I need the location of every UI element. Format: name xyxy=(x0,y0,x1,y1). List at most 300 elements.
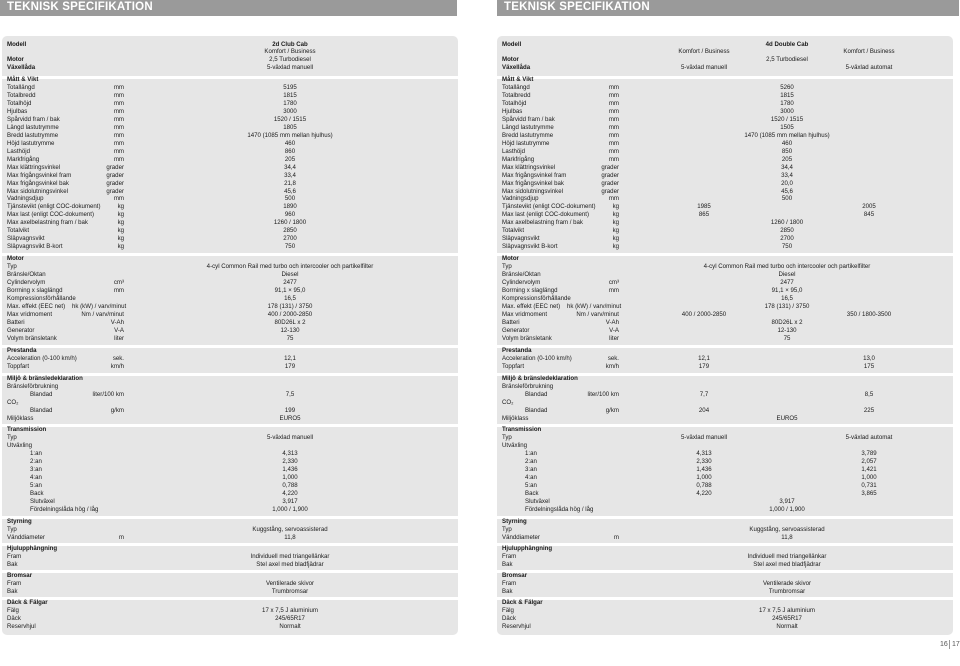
spec-label: Motor xyxy=(502,56,519,63)
spec-value: 20,0 xyxy=(781,180,793,187)
spec-label: Totalbredd xyxy=(502,92,531,99)
spec-value: Individuell med triangellänkar xyxy=(747,553,827,560)
spec-value: 845 xyxy=(863,211,875,218)
spec-value: mm xyxy=(113,124,124,131)
spec-value: mm xyxy=(608,108,619,115)
spec-value: 75 xyxy=(783,335,791,342)
spec-label: Växellåda xyxy=(7,64,36,71)
spec-value: 400 / 2000-2850 xyxy=(681,311,727,318)
spec-value: 205 xyxy=(781,156,793,163)
spec-label: Miljöklass xyxy=(502,415,529,422)
spec-label: Bränsle/Oktan xyxy=(502,271,541,278)
spec-label: Hjulupphängning xyxy=(7,545,58,552)
spec-row xyxy=(2,347,458,355)
spec-row xyxy=(2,148,458,156)
spec-row xyxy=(2,219,458,227)
spec-row xyxy=(2,363,458,371)
spec-row xyxy=(497,319,953,327)
spec-value: 1,000 xyxy=(282,474,298,481)
spec-value: 5-växlad manuell xyxy=(680,434,728,441)
spec-row xyxy=(2,255,458,263)
spec-label: Fördelningslåda hög / låg xyxy=(525,506,594,513)
spec-label: Totallängd xyxy=(502,84,530,91)
spec-value: 34,4 xyxy=(284,164,296,171)
spec-label: Typ xyxy=(7,526,17,533)
spec-value: V-Ah xyxy=(110,319,124,326)
spec-label: Fram xyxy=(502,553,517,560)
spec-label: Bränsleförbrukning xyxy=(7,383,59,390)
spec-value: mm xyxy=(608,84,619,91)
spec-label: Släpvagnsvikt xyxy=(502,235,540,242)
spec-row xyxy=(497,466,953,474)
spec-label: Vadningsdjup xyxy=(7,195,44,202)
spec-label: Typ xyxy=(502,434,512,441)
spec-row xyxy=(2,311,458,319)
spec-value: 500 xyxy=(284,195,296,202)
spec-row xyxy=(497,363,953,371)
spec-value: 3,917 xyxy=(282,498,298,505)
spec-row xyxy=(497,607,953,615)
spec-value: 3000 xyxy=(780,108,794,115)
spec-row xyxy=(497,580,953,588)
spec-row xyxy=(497,426,953,434)
spec-value: 400 / 2000-2850 xyxy=(267,311,313,318)
spec-row xyxy=(497,518,953,526)
spec-label: Utväxling xyxy=(7,442,33,449)
spec-row xyxy=(497,553,953,561)
spec-row xyxy=(2,553,458,561)
spec-row xyxy=(2,506,458,514)
spec-row xyxy=(2,195,458,203)
spec-label: Totallängd xyxy=(7,84,35,91)
spec-label: Mått & Vikt xyxy=(7,76,39,83)
spec-row xyxy=(2,180,458,188)
spec-value: 2,5 Turbodiesel xyxy=(269,56,311,63)
spec-value: 960 xyxy=(284,211,296,218)
spec-value: mm xyxy=(608,124,619,131)
spec-value: kg xyxy=(612,235,619,242)
spec-value: 5-växlad automat xyxy=(845,64,893,71)
spec-label: Kompressionsförhållande xyxy=(502,295,571,302)
spec-value: liter xyxy=(609,335,619,342)
spec-row xyxy=(497,227,953,235)
spec-row xyxy=(497,211,953,219)
spec-value: Trumbromsar xyxy=(271,588,309,595)
spec-row xyxy=(2,108,458,116)
spec-value: 5-växlad automat xyxy=(845,434,893,441)
spec-label: Vadningsdjup xyxy=(502,195,539,202)
spec-value: 5-växlad manuell xyxy=(266,64,314,71)
spec-label: Kompressionsförhållande xyxy=(7,295,76,302)
spec-value: Ventilerade skivor xyxy=(265,580,315,587)
spec-value: Stel axel med bladfjädrar xyxy=(256,561,324,568)
spec-label: Tjänstevikt (enligt COC-dokument) xyxy=(502,203,596,210)
page-number-divider xyxy=(949,640,950,649)
spec-value: 12,1 xyxy=(698,355,710,362)
spec-label: Blandad xyxy=(30,391,53,398)
spec-value: sek. xyxy=(112,355,124,362)
spec-value: 2850 xyxy=(780,227,794,234)
spec-label: Slutväxel xyxy=(30,498,55,505)
spec-value: 12,1 xyxy=(284,355,296,362)
spec-value: mm xyxy=(608,116,619,123)
spec-value: hk (kW) / varv/minut xyxy=(72,303,127,310)
spec-value: Stel axel med bladfjädrar xyxy=(753,561,821,568)
spec-label: Höjd lastutrymme xyxy=(7,140,55,147)
spec-value: 1470 (1085 mm mellan hjulhus) xyxy=(744,132,830,139)
spec-label: Max vridmoment xyxy=(502,311,548,318)
spec-value: grader xyxy=(106,188,124,195)
spec-value: mm xyxy=(608,140,619,147)
spec-value: liter/100 km xyxy=(587,391,619,398)
spec-value: sek. xyxy=(607,355,619,362)
spec-value: g/km xyxy=(605,407,619,414)
spec-row xyxy=(497,148,953,156)
spec-label: Max axelbelastning fram / bak xyxy=(502,219,583,226)
spec-value: 0,788 xyxy=(696,482,712,489)
spec-value: kg xyxy=(612,227,619,234)
spec-value: 11,8 xyxy=(781,534,793,541)
spec-label: 1:an xyxy=(30,450,42,457)
spec-value: 1985 xyxy=(697,203,711,210)
spec-label: 5:an xyxy=(525,482,537,489)
spec-value: 1,421 xyxy=(861,466,877,473)
spec-value: 1520 / 1515 xyxy=(770,116,804,123)
spec-value: 45,6 xyxy=(781,188,793,195)
spec-label: Lasthöjd xyxy=(502,148,526,155)
spec-value: m xyxy=(118,534,124,541)
spec-row xyxy=(2,466,458,474)
spec-value: 33,4 xyxy=(284,172,296,179)
spec-label: Max klättringsvinkel xyxy=(7,164,61,171)
spec-label: Cylindervolym xyxy=(502,279,541,286)
spec-row xyxy=(2,599,458,607)
spec-row xyxy=(497,279,953,287)
spec-value: Normalt xyxy=(776,623,798,630)
spec-label: 1:an xyxy=(525,450,537,457)
spec-value: 199 xyxy=(284,407,296,414)
spec-label: CO₂ xyxy=(502,399,514,406)
spec-row xyxy=(497,263,953,271)
spec-value: 45,6 xyxy=(284,188,296,195)
spec-value: cm³ xyxy=(608,279,619,286)
spec-row xyxy=(2,407,458,415)
spec-label: Max sidolutningsvinkel xyxy=(7,188,68,195)
spec-value: Diesel xyxy=(778,271,796,278)
spec-value: 0,731 xyxy=(861,482,877,489)
spec-value: 1815 xyxy=(780,92,794,99)
spec-row xyxy=(497,623,953,631)
spec-value: 91,1 × 95,0 xyxy=(771,287,803,294)
spec-label: Blandad xyxy=(525,407,548,414)
spec-row xyxy=(497,156,953,164)
spec-row xyxy=(497,490,953,498)
spec-value: 1890 xyxy=(283,203,297,210)
spec-row xyxy=(497,124,953,132)
spec-value: 204 xyxy=(698,407,710,414)
spec-row xyxy=(497,450,953,458)
spec-label: 5:an xyxy=(30,482,42,489)
right-page-title: TEKNISK SPECIFIKATION xyxy=(504,1,650,13)
spec-value: 4,220 xyxy=(282,490,298,497)
spec-value: grader xyxy=(106,172,124,179)
spec-label: Borrning x slaglängd xyxy=(502,287,558,294)
spec-label: 2:an xyxy=(525,458,537,465)
spec-value: 2,330 xyxy=(696,458,712,465)
spec-row xyxy=(497,434,953,442)
spec-label: Bak xyxy=(502,588,513,595)
spec-label: Reservhjul xyxy=(502,623,531,630)
spec-row xyxy=(2,526,458,534)
spec-row xyxy=(2,76,458,84)
spec-label: Totalhöjd xyxy=(7,100,32,107)
spec-label: Släpvagnsvikt xyxy=(7,235,45,242)
spec-value: 175 xyxy=(863,363,875,370)
spec-value: 2700 xyxy=(780,235,794,242)
spec-label: Batteri xyxy=(502,319,520,326)
spec-row xyxy=(497,442,953,450)
spec-label: Fälg xyxy=(502,607,514,614)
spec-row xyxy=(497,76,953,84)
spec-label: Motor xyxy=(7,255,24,262)
spec-value: Diesel xyxy=(281,271,299,278)
spec-value: km/h xyxy=(605,363,619,370)
spec-row xyxy=(497,255,953,263)
spec-label: Toppfart xyxy=(7,363,30,370)
spec-row xyxy=(2,434,458,442)
spec-row xyxy=(2,426,458,434)
spec-row xyxy=(497,458,953,466)
spec-label: Toppfart xyxy=(502,363,525,370)
spec-row xyxy=(497,195,953,203)
spec-row xyxy=(2,243,458,251)
spec-row xyxy=(497,84,953,92)
spec-label: Bränsleförbrukning xyxy=(502,383,554,390)
spec-value: mm xyxy=(608,100,619,107)
spec-value: 2700 xyxy=(283,235,297,242)
spec-value: 860 xyxy=(284,148,296,155)
spec-value: mm xyxy=(113,116,124,123)
spec-row xyxy=(2,235,458,243)
spec-value: mm xyxy=(113,156,124,163)
spec-row xyxy=(497,599,953,607)
spec-value: 5260 xyxy=(780,84,794,91)
spec-value: kg xyxy=(612,243,619,250)
spec-value: hk (kW) / varv/minut xyxy=(567,303,622,310)
spec-value: 11,8 xyxy=(284,534,296,541)
spec-row xyxy=(2,588,458,596)
spec-value: kg xyxy=(612,203,619,210)
spec-label: Längd lastutrymme xyxy=(502,124,554,131)
spec-value: 750 xyxy=(284,243,296,250)
spec-label: Prestanda xyxy=(502,347,532,354)
spec-label: Max sidolutningsvinkel xyxy=(502,188,563,195)
spec-row xyxy=(2,124,458,132)
spec-row xyxy=(497,92,953,100)
spec-label: Höjd lastutrymme xyxy=(502,140,550,147)
spec-value: 16,5 xyxy=(781,295,793,302)
spec-value: 1470 (1085 mm mellan hjulhus) xyxy=(247,132,333,139)
spec-label: Bredd lastutrymme xyxy=(7,132,59,139)
spec-value: 12-130 xyxy=(280,327,300,334)
spec-value: mm xyxy=(113,287,124,294)
spec-value: 34,4 xyxy=(781,164,793,171)
spec-value: mm xyxy=(113,100,124,107)
spec-value: grader xyxy=(106,164,124,171)
spec-value: mm xyxy=(608,287,619,294)
spec-row xyxy=(497,132,953,140)
spec-label: Totalvikt xyxy=(7,227,30,234)
spec-value: liter xyxy=(114,335,124,342)
spec-label: Max last (enligt COC-dokument) xyxy=(7,211,95,218)
spec-row xyxy=(497,335,953,343)
spec-label: Fram xyxy=(7,580,22,587)
spec-value: mm xyxy=(113,132,124,139)
spec-label: Acceleration (0-100 km/h) xyxy=(7,355,77,362)
spec-value: 91,1 × 95,0 xyxy=(274,287,306,294)
spec-value: V-Ah xyxy=(605,319,619,326)
spec-label: 2:an xyxy=(30,458,42,465)
spec-row xyxy=(2,375,458,383)
spec-value: 3,865 xyxy=(861,490,877,497)
spec-row xyxy=(497,399,953,407)
spec-label: Utväxling xyxy=(502,442,528,449)
spec-row xyxy=(497,355,953,363)
spec-label: Vänddiameter xyxy=(502,534,540,541)
spec-label: 4:an xyxy=(30,474,42,481)
spec-label: Borrning x slaglängd xyxy=(7,287,63,294)
spec-row xyxy=(2,140,458,148)
spec-value: 1260 / 1800 xyxy=(770,219,804,226)
spec-row xyxy=(2,84,458,92)
spec-row xyxy=(497,271,953,279)
spec-value: 2850 xyxy=(283,227,297,234)
spec-value: 1,436 xyxy=(696,466,712,473)
spec-label: Bak xyxy=(502,561,513,568)
spec-label: Blandad xyxy=(30,407,53,414)
spec-row xyxy=(2,227,458,235)
spec-value: 80D26L x 2 xyxy=(274,319,306,326)
spec-row xyxy=(2,545,458,553)
spec-value: 1,000 xyxy=(696,474,712,481)
spec-label: Fälg xyxy=(7,607,19,614)
spec-value: grader xyxy=(601,172,619,179)
spec-label: Miljöklass xyxy=(7,415,34,422)
spec-row xyxy=(2,482,458,490)
spec-row xyxy=(2,295,458,303)
spec-row xyxy=(497,506,953,514)
spec-value: 2d Club Cab xyxy=(272,41,308,48)
spec-value: 2477 xyxy=(780,279,794,286)
spec-value: mm xyxy=(608,92,619,99)
spec-row xyxy=(2,203,458,211)
spec-row xyxy=(2,607,458,615)
spec-value: mm xyxy=(608,156,619,163)
spec-row xyxy=(2,561,458,569)
spec-value: 2,5 Turbodiesel xyxy=(766,56,808,63)
spec-row xyxy=(497,295,953,303)
spec-label: Totalhöjd xyxy=(502,100,527,107)
spec-row xyxy=(2,64,458,72)
spec-value: kg xyxy=(117,235,124,242)
spec-value: Normalt xyxy=(279,623,301,630)
spec-label: CO₂ xyxy=(7,399,19,406)
spec-row xyxy=(2,164,458,172)
spec-row xyxy=(2,415,458,423)
page-number-right: 17 xyxy=(952,641,960,648)
spec-value: kg xyxy=(612,211,619,218)
spec-value: 245/65R17 xyxy=(275,615,305,622)
spec-value: Individuell med triangellänkar xyxy=(250,553,330,560)
spec-value: mm xyxy=(608,195,619,202)
spec-value: Trumbromsar xyxy=(768,588,806,595)
spec-table-club-cab xyxy=(2,36,458,635)
spec-value: 865 xyxy=(698,211,710,218)
spec-value: cm³ xyxy=(113,279,124,286)
spec-value: 460 xyxy=(284,140,296,147)
spec-value: 1780 xyxy=(283,100,297,107)
spec-label: Max frigångsvinkel fram xyxy=(7,172,72,179)
spec-row xyxy=(497,235,953,243)
spec-value: 3,789 xyxy=(861,450,877,457)
spec-value: 750 xyxy=(781,243,793,250)
spec-value: mm xyxy=(113,195,124,202)
spec-label: Volym bränsletank xyxy=(7,335,57,342)
spec-value: 1520 / 1515 xyxy=(273,116,307,123)
spec-label: Spårvidd fram / bak xyxy=(7,116,60,123)
spec-value: EURO5 xyxy=(776,415,798,422)
spec-row xyxy=(497,561,953,569)
spec-row xyxy=(2,623,458,631)
spec-row xyxy=(2,615,458,623)
spec-label: Markfrigång xyxy=(7,156,40,163)
spec-value: grader xyxy=(601,180,619,187)
spec-row xyxy=(497,243,953,251)
spec-value: 8,5 xyxy=(864,391,874,398)
spec-value: 225 xyxy=(863,407,875,414)
spec-row xyxy=(497,56,953,64)
spec-value: mm xyxy=(113,92,124,99)
spec-value: 1,000 xyxy=(861,474,877,481)
spec-value: kg xyxy=(117,203,124,210)
spec-value: 12-130 xyxy=(777,327,797,334)
spec-value: km/h xyxy=(110,363,124,370)
spec-value: Kuggstång, servoassisterad xyxy=(252,526,328,533)
spec-label: Back xyxy=(30,490,44,497)
spec-row xyxy=(2,458,458,466)
spec-row xyxy=(497,572,953,580)
spec-label: Acceleration (0-100 km/h) xyxy=(502,355,572,362)
spec-value: 1780 xyxy=(780,100,794,107)
spec-label: Markfrigång xyxy=(502,156,535,163)
spec-row xyxy=(497,180,953,188)
spec-label: Slutväxel xyxy=(525,498,550,505)
spec-label: 4:an xyxy=(525,474,537,481)
spec-row xyxy=(497,140,953,148)
spec-row xyxy=(497,219,953,227)
spec-label: Generator xyxy=(502,327,530,334)
spec-row xyxy=(497,116,953,124)
spec-row xyxy=(497,203,953,211)
spec-value: 179 xyxy=(698,363,710,370)
spec-label: Generator xyxy=(7,327,35,334)
spec-label: Styrning xyxy=(502,518,527,525)
spec-value: m xyxy=(613,534,619,541)
spec-value: 21,8 xyxy=(284,180,296,187)
spec-row xyxy=(497,164,953,172)
spec-value: grader xyxy=(601,164,619,171)
spec-row xyxy=(497,534,953,542)
